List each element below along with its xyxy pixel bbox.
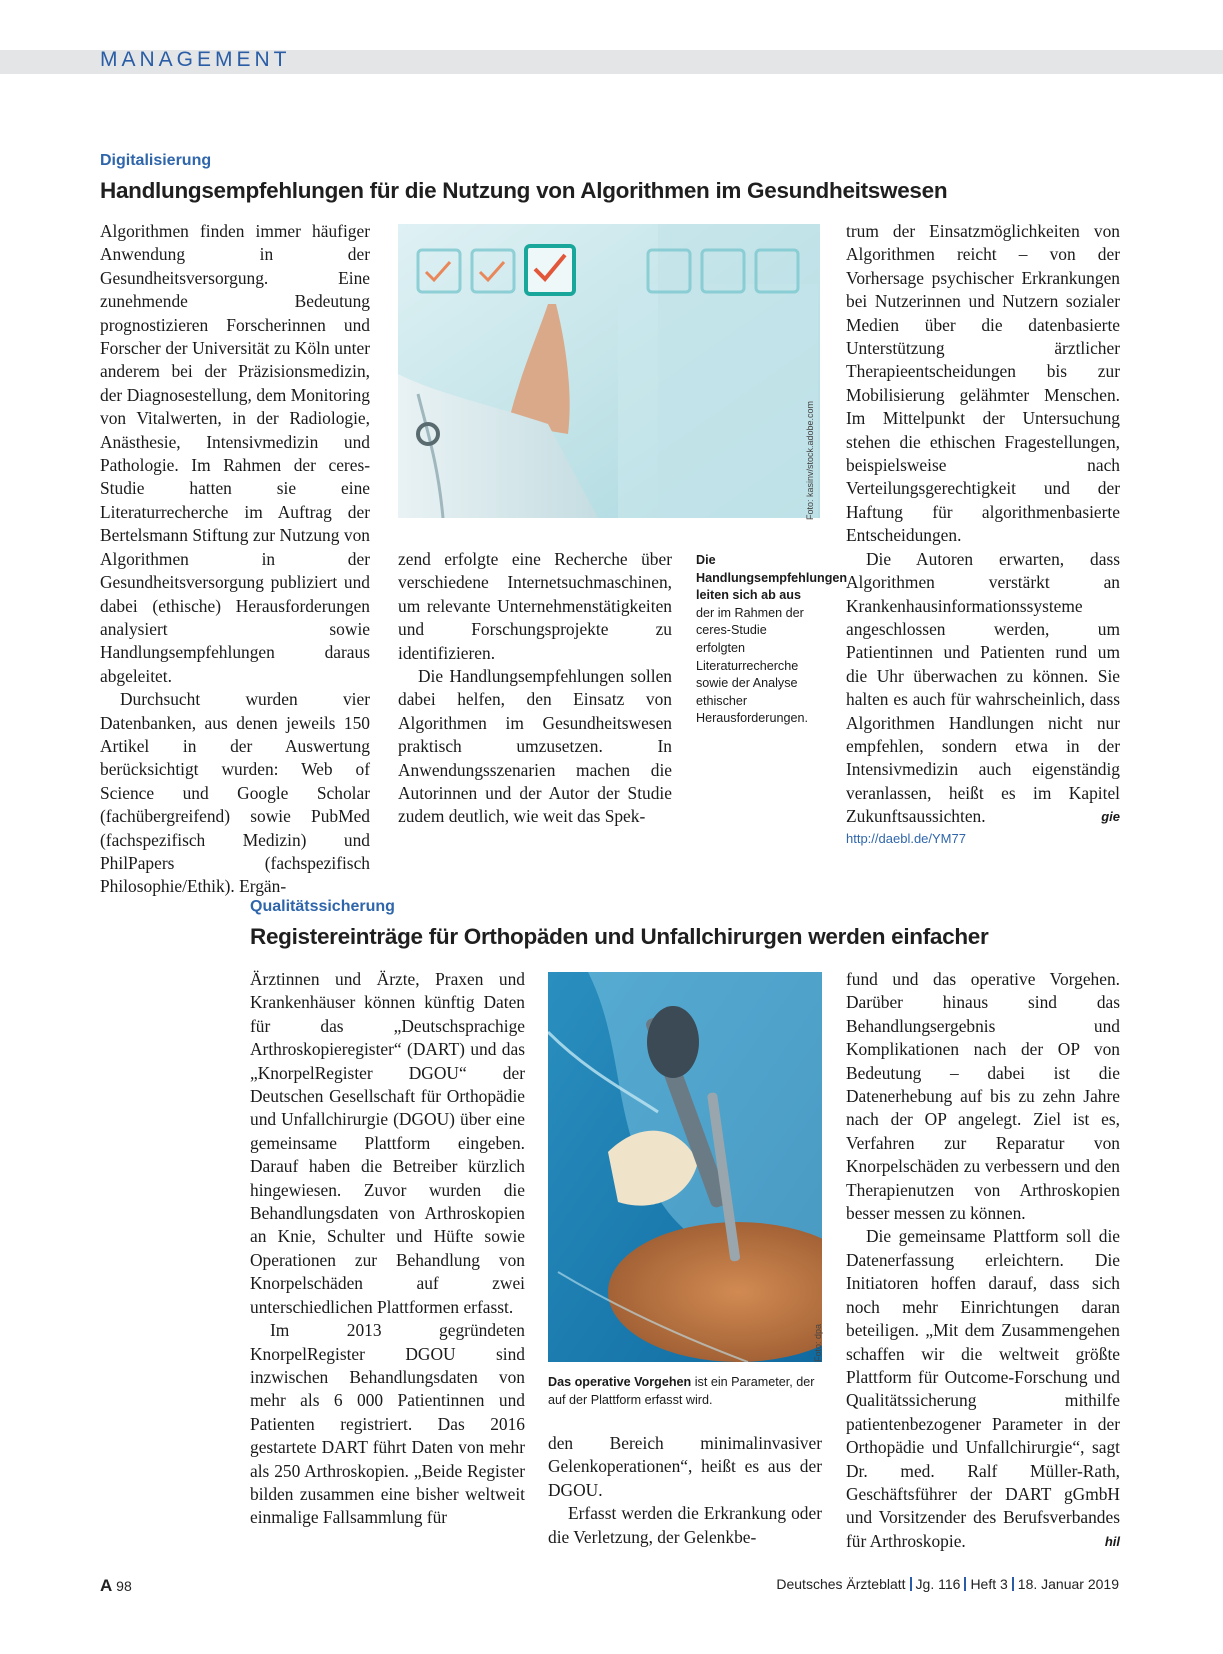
article1-paragraph bbox=[846, 548, 1120, 829]
article1-paragraph: zend erfolgte eine Recherche über verschiedene Internetsuchmaschinen, um relevante Unternehmenstätigkeiten und Forschungsprojekte zu identifizieren. bbox=[398, 549, 672, 663]
page-number-value: 98 bbox=[116, 1578, 132, 1594]
article2-photo bbox=[548, 972, 822, 1362]
divider bbox=[910, 1577, 912, 1591]
caption-bold: Die Handlungsempfehlungen leiten sich ab aus bbox=[696, 553, 848, 603]
doctor-checkbox-image bbox=[398, 224, 820, 518]
article2-caption bbox=[548, 1374, 828, 1409]
divider bbox=[964, 1577, 966, 1591]
arthroscopy-image bbox=[548, 972, 822, 1362]
journal-info bbox=[776, 1576, 1119, 1592]
page-prefix: A bbox=[100, 1576, 113, 1595]
article1-column-3 bbox=[846, 220, 1120, 849]
article2-title: Registereinträge für Orthopäden und Unfallchirurgen werden einfacher bbox=[250, 924, 989, 949]
article1-paragraph: Die Handlungsempfehlungen sollen dabei helfen, den Einsatz von Algorithmen im Gesundheitswesen praktisch umzusetzen. In Anwendungsszenarien machen die Autorinnen und der Autor der Studie zudem deutlich, wie weit das Spek- bbox=[398, 666, 672, 827]
section-header: MANAGEMENT bbox=[100, 48, 291, 71]
article2-column-1 bbox=[250, 968, 525, 1530]
article2-paragraph: Erfasst werden die Erkrankung oder die Verletzung, der Gelenkbe- bbox=[548, 1503, 822, 1547]
article1-paragraph: trum der Einsatzmöglichkeiten von Algorithmen reicht – von der Vorhersage psychischer Erkrankungen bei Nutzerinnen und Nutzern sozialer Medien über die datenbasierte Unterstützung ärztlicher Therapieentscheidungen bis zur Mobilisierung gelähmter Menschen. Im Mittelpunkt der Untersuchung stehen die ethischen Fragestellungen, beispielsweise nach Verteilungsgerechtigkeit und der Haftung für algorithmenbasierte Entscheidungen. bbox=[846, 221, 1120, 546]
article1-photo bbox=[398, 224, 820, 518]
journal-volume: Jg. 116 bbox=[915, 1576, 961, 1592]
article2-column-3 bbox=[846, 968, 1120, 1553]
article1-signature: gie bbox=[1101, 809, 1120, 825]
article2-paragraph: Im 2013 gegründeten KnorpelRegister DGOU sind inzwischen Behandlungsdaten von mehr als 6 000 Patientinnen und Patienten registriert. Das 2016 gestartete DART führt Daten von mehr als 250 Arthroskopien. „Beide Register bilden zusammen eine bisher weltweit einmalige Fallsammlung für bbox=[250, 1320, 525, 1528]
article2-paragraph: fund und das operative Vorgehen. Darüber hinaus sind das Behandlungsergebnis und Komplikationen nach der OP von Bedeutung – dabei ist die Datenerhebung auf bis zu zehn Jahre nach der OP angelegt. Ziel ist es, Verfahren zur Reparatur von Knorpelschäden zu verbessern und den Therapienutzen von Arthroskopien besser messen zu können. bbox=[846, 969, 1120, 1224]
journal-date: 18. Januar 2019 bbox=[1017, 1576, 1119, 1592]
article1-kicker: Digitalisierung bbox=[100, 152, 212, 169]
caption-text: ist ein Parameter, der auf der Plattform erfasst wird. bbox=[548, 1375, 815, 1407]
article1-title: Handlungsempfehlungen für die Nutzung von Algorithmen im Gesundheitswesen bbox=[100, 178, 948, 203]
article2-paragraph-text: Die gemeinsame Plattform soll die Datenerfassung erleichtern. Die Initiatoren hoffen darauf, dass sich noch mehr Einrichtungen daran beteiligen. „Mit dem Zusammengehen schaffen wir die weltweit größte Plattform für Outcome-Forschung und Qualitätssicherung mithilfe patientenbezogener Parameter in der Orthopädie und Unfallchirurgie“, sagt Dr. med. Ralf Müller-Rath, Geschäftsführer der DART gGmbH und Vorsitzender des Berufsverbandes für Arthroskopie. bbox=[846, 1226, 1120, 1551]
article2-paragraph: den Bereich minimalinvasiver Gelenkoperationen“, heißt es aus der DGOU. bbox=[548, 1433, 822, 1500]
article1-column-2 bbox=[398, 548, 672, 829]
caption-text: der im Rahmen der ceres-Studie erfolgten Literaturrecherche sowie der Analyse ethischer Herausforderungen. bbox=[696, 605, 809, 726]
article2-paragraph: Ärztinnen und Ärzte, Praxen und Krankenhäuser können künftig Daten für das „Deutschsprachige Arthroskopieregister“ (DART) und das „KnorpelRegister DGOU“ der Deutschen Gesellschaft für Orthopädie und Unfallchirurgie (DGOU) über eine gemeinsame Plattform eingeben. Darauf haben die Betreiber kürzlich hingewiesen. Zuvor wurden die Behandlungsdaten von Arthroskopien an Knie, Schulter und Hüfte sowie Operationen zur Behandlung von Knorpelschäden auf zwei unterschiedlichen Plattformen erfasst. bbox=[250, 969, 525, 1317]
article1-column-1 bbox=[100, 220, 370, 899]
article1-link[interactable]: http://daebl.de/YM77 bbox=[846, 830, 966, 846]
article1-caption bbox=[696, 552, 848, 728]
page-number bbox=[100, 1576, 132, 1596]
article2-paragraph bbox=[846, 1225, 1120, 1553]
article2-photo-credit: Foto: dpa bbox=[813, 1323, 823, 1362]
article1-paragraph-text: Die Autoren erwarten, dass Algorithmen verstärkt an Krankenhausinformationssysteme angeschlossen werden, um Patientinnen und Patienten rund um die Uhr überwachen zu können. Sie halten es auch für wahrscheinlich, dass Algorithmen Handlungen nicht nur empfehlen, sondern etwa in der Intensivmedizin auch eigenständig veranlassen, heißt es im Kapitel Zukunftsaussichten. bbox=[846, 548, 1120, 827]
caption-bold: Das operative Vorgehen bbox=[548, 1375, 692, 1389]
article1-paragraph: Algorithmen finden immer häufiger Anwendung in der Gesundheitsversorgung. Eine zunehmende Bedeutung prognostizieren Forscherinnen und Forscher der Universität zu Köln unter anderem bei der Präzisionsmedizin, der Diagnosestellung, dem Monitoring von Vitalwerten, in der Radiologie, Anästhesie, Intensivmedizin und Pathologie. Im Rahmen der ceres-Studie hatten sie eine Literaturrecherche im Auftrag der Bertelsmann Stiftung zur Nutzung von Algorithmen in der Gesundheitsversorgung publiziert und dabei (ethische) Herausforderungen analysiert sowie Handlungsempfehlungen daraus abgeleitet. bbox=[100, 221, 370, 686]
article2-column-2 bbox=[548, 1432, 822, 1549]
article1-photo-credit: Foto: kasinv/stock.adobe.com bbox=[805, 400, 815, 520]
article2-signature: hil bbox=[1104, 1533, 1120, 1549]
journal-issue: Heft 3 bbox=[970, 1576, 1008, 1592]
article2-kicker: Qualitätssicherung bbox=[250, 898, 395, 915]
article1-paragraph: Durchsucht wurden vier Datenbanken, aus denen jeweils 150 Artikel in der Auswertung berücksichtigt wurden: Web of Science und Google Scholar (fachübergreifend) sowie PubMed (fachspezifisch Medizin) und PhilPapers (fachspezifisch Philosophie/Ethik). Ergän- bbox=[100, 689, 370, 897]
divider bbox=[1012, 1577, 1014, 1591]
journal-name: Deutsches Ärzteblatt bbox=[776, 1576, 906, 1592]
